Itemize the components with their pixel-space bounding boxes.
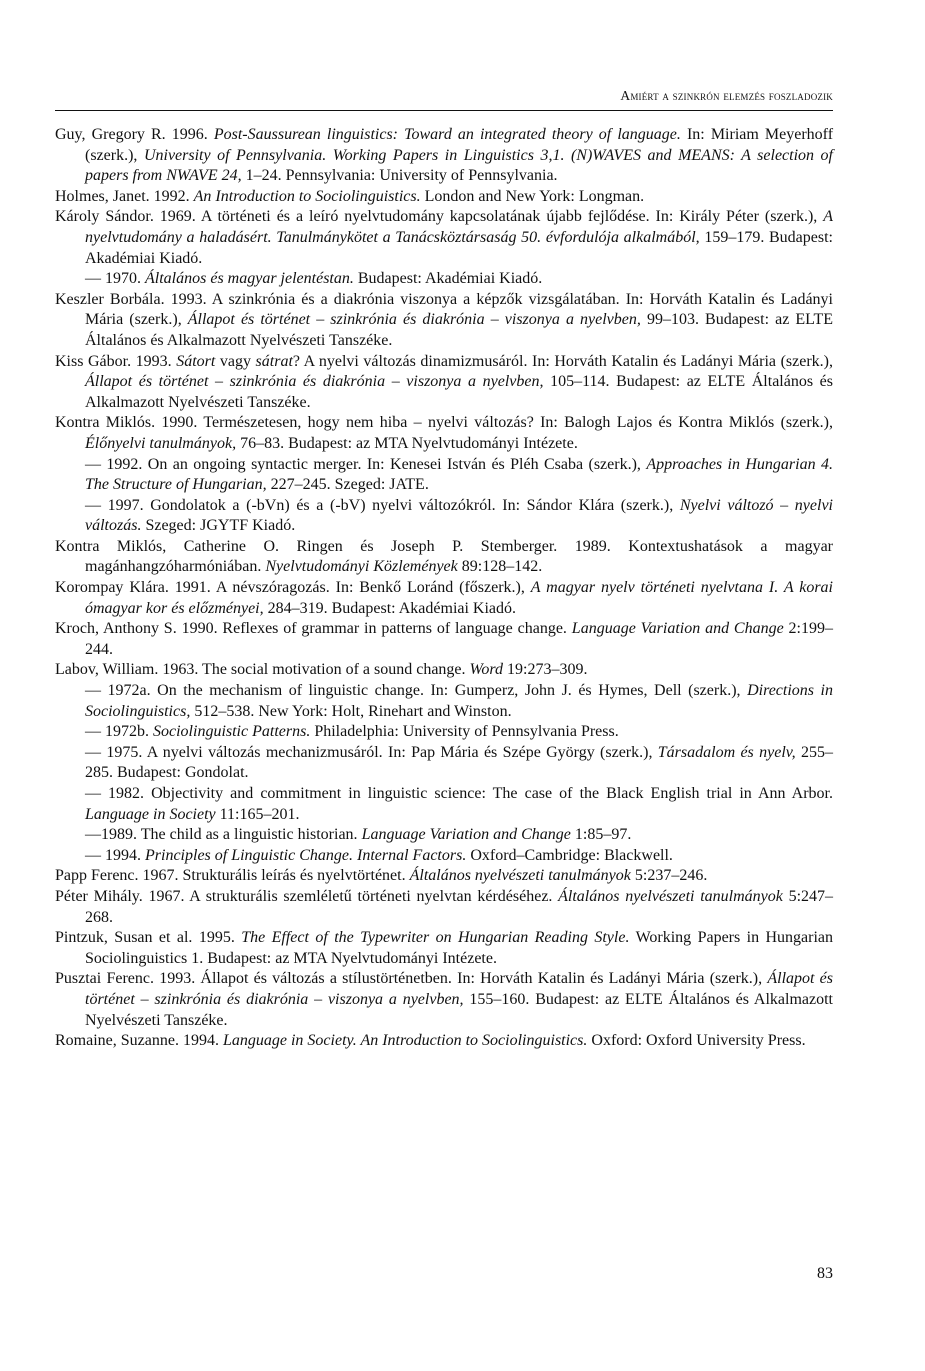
reference-list	[55, 125, 833, 1052]
reference-text: 512–538. New York: Holt, Rinehart and Winston.	[190, 702, 512, 720]
reference-text: — 1982. Objectivity and commitment in linguistic science: The case of the Black English trial in Ann Arbor.	[85, 785, 833, 802]
reference-text: 5:237–246.	[630, 867, 708, 885]
reference-entry	[55, 455, 833, 496]
reference-text: 2:199–244.	[85, 620, 834, 658]
reference-text: 19:273–309.	[503, 661, 588, 679]
reference-text: Holmes, Janet. 1992.	[55, 187, 194, 205]
reference-entry	[55, 619, 833, 660]
reference-italic-text: Sociolinguistic Patterns.	[153, 723, 311, 741]
reference-italic-text: Post-Saussurean linguistics: Toward an integrated theory of language.	[213, 126, 681, 143]
reference-text: Working Papers in Hungarian Sociolinguistics 1. Budapest: az MTA Nyelvtudományi Intézete.	[85, 929, 834, 967]
reference-italic-text: Általános és magyar jelentéstan.	[145, 270, 354, 288]
reference-text: — 1994.	[85, 846, 145, 864]
reference-text: In: Miriam Meyerhoff (szerk.),	[85, 126, 834, 164]
reference-italic-text: Language in Society	[85, 805, 216, 823]
reference-text: — 1970.	[85, 270, 145, 288]
reference-entry	[55, 928, 833, 969]
reference-italic-text: The Effect of the Typewriter on Hungarian Reading Style.	[241, 929, 630, 947]
reference-entry	[55, 722, 833, 743]
reference-text: vagy	[215, 352, 256, 370]
reference-entry	[55, 537, 833, 578]
reference-text: Philadelphia: University of Pennsylvania Press.	[310, 723, 619, 741]
reference-italic-text: Társadalom és nyelv,	[657, 743, 796, 761]
reference-entry	[55, 660, 833, 681]
reference-text: — 1975. A nyelvi változás mechanizmusáról. In: Pap Mária és Szépe György (szerk.),	[85, 743, 658, 761]
reference-entry	[55, 413, 833, 454]
reference-text: Péter Mihály. 1967. A strukturális szemléletű történeti nyelvtan kérdéséhez.	[55, 887, 559, 905]
header-rule	[55, 110, 833, 111]
reference-text: 255–285. Budapest: Gondolat.	[85, 743, 833, 782]
reference-text: Pintzuk, Susan et al. 1995.	[55, 929, 242, 947]
reference-text: 1:85–97.	[570, 826, 632, 844]
reference-entry	[55, 269, 833, 290]
reference-entry	[55, 496, 833, 537]
reference-text: Kontra Miklós. 1990. Természetesen, hogy nem hiba – nyelvi változás? In: Balogh Lajos és Kontra Miklós (szerk.),	[55, 414, 833, 432]
reference-italic-text: Általános nyelvészeti tanulmányok	[409, 867, 631, 885]
reference-text: 159–179. Budapest: Akadémiai Kiadó.	[85, 228, 834, 267]
reference-entry	[55, 1031, 833, 1052]
reference-text: Keszler Borbála. 1993. A szinkrónia és a diakrónia viszonya a képzők vizsgálatában. In: Horváth Katalin és Ladányi Mária (szerk.),	[55, 290, 833, 329]
reference-italic-text: An Introduction to Sociolinguistics.	[193, 187, 421, 205]
reference-text: 284–319. Budapest: Akadémiai Kiadó.	[263, 599, 517, 617]
reference-entry	[55, 125, 833, 187]
reference-text: — 1997. Gondolatok a (-bVn) és a (-bV) nyelvi változókról. In: Sándor Klára (szerk.),	[85, 496, 680, 514]
reference-entry	[55, 187, 833, 208]
reference-text: Papp Ferenc. 1967. Strukturális leírás és nyelvtörténet.	[55, 867, 410, 885]
reference-entry	[55, 969, 833, 1031]
reference-text: 5:247–268.	[85, 887, 834, 926]
reference-text: Oxford–Cambridge: Blackwell.	[466, 846, 673, 864]
reference-text: 227–245. Szeged: JATE.	[266, 476, 429, 494]
reference-entry	[55, 207, 833, 269]
reference-text: Szeged: JGYTF Kiadó.	[141, 517, 296, 535]
reference-italic-text: Állapot és történet – szinkrónia és diakrónia – viszonya a nyelvben,	[85, 373, 544, 391]
reference-entry	[55, 846, 833, 867]
reference-entry	[55, 681, 833, 722]
reference-text: —1989. The child as a linguistic historian.	[85, 826, 362, 844]
reference-italic-text: Language Variation and Change	[361, 826, 571, 844]
reference-text: 11:165–201.	[215, 805, 300, 823]
reference-entry	[55, 866, 833, 887]
reference-italic-text: Approaches in Hungarian 4. The Structure of Hungarian,	[85, 455, 834, 494]
reference-italic-text: Principles of Linguistic Change. Internal Factors.	[145, 846, 467, 864]
reference-text: Labov, William. 1963. The social motivation of a sound change.	[55, 661, 470, 679]
reference-italic-text: Állapot és történet – szinkrónia és diakrónia – viszonya a nyelvben,	[85, 970, 834, 1008]
reference-text: Pusztai Ferenc. 1993. Állapot és változás a stílustörténetben. In: Horváth Katalin és Ladányi Mária (szerk.),	[55, 970, 768, 988]
running-header: Amiért a szinkrón elemzés foszladozik	[620, 88, 833, 103]
reference-italic-text: Language in Society. An Introduction to Sociolinguistics.	[222, 1032, 588, 1050]
reference-text: ? A nyelvi változás dinamizmusáról. In: Horváth Katalin és Ladányi Mária (szerk.),	[292, 352, 833, 370]
reference-italic-text: Nyelvtudományi Közlemények	[265, 558, 458, 576]
reference-italic-text: Állapot és történet – szinkrónia és diakrónia – viszonya a nyelvben,	[187, 311, 641, 329]
reference-text: Kroch, Anthony S. 1990. Reflexes of grammar in patterns of language change.	[55, 620, 572, 638]
reference-italic-text: Sátort	[176, 352, 216, 370]
reference-entry	[55, 290, 833, 352]
reference-italic-text: Directions in Sociolinguistics,	[85, 682, 833, 720]
reference-text: — 1992. On an ongoing syntactic merger. In: Kenesei István és Pléh Csaba (szerk.),	[85, 455, 647, 473]
reference-text: — 1972a. On the mechanism of linguistic change. In: Gumperz, John J. és Hymes, Dell (szerk.),	[85, 682, 748, 700]
reference-entry	[55, 352, 833, 414]
reference-italic-text: A magyar nyelv történeti nyelvtana I. A korai ómagyar kor és előzményei,	[85, 579, 834, 617]
reference-entry	[55, 784, 833, 825]
reference-italic-text: sátrat	[255, 352, 293, 370]
reference-text: Oxford: Oxford University Press.	[587, 1032, 806, 1050]
reference-italic-text: Nyelvi változó – nyelvi változás.	[85, 496, 834, 535]
reference-text: Károly Sándor. 1969. A történeti és a leíró nyelvtudomány kapcsolatának újabb fejlődése. In: Király Péter (szerk.),	[55, 208, 824, 226]
reference-italic-text: A nyelvtudomány a haladásért. Tanulmánykötet a Tanácsköztársaság 50. évfordulója alkalmából,	[85, 208, 833, 246]
reference-text: 76–83. Budapest: az MTA Nyelvtudományi Intézete.	[236, 434, 578, 452]
page-number: 83	[817, 1265, 833, 1282]
reference-text: 89:128–142.	[457, 558, 543, 576]
reference-text: Kiss Gábor. 1993.	[55, 352, 177, 370]
reference-text: Guy, Gregory R. 1996.	[55, 126, 214, 143]
reference-italic-text: Word	[469, 661, 504, 679]
reference-italic-text: Language Variation and Change	[571, 620, 784, 638]
reference-entry	[55, 825, 833, 846]
reference-text: Korompay Klára. 1991. A névszóragozás. In: Benkő Loránd (főszerk.),	[55, 579, 531, 597]
reference-text: 155–160. Budapest: az ELTE Általános és Alkalmazott Nyelvészeti Tanszéke.	[85, 990, 834, 1029]
reference-text: 99–103. Budapest: az ELTE Általános és Alkalmazott Nyelvészeti Tanszéke.	[85, 311, 833, 349]
reference-text: — 1972b.	[85, 723, 153, 741]
reference-entry	[55, 743, 833, 784]
reference-text: London and New York: Longman.	[420, 187, 645, 205]
reference-text: Kontra Miklós, Catherine O. Ringen és Joseph P. Stemberger. 1989. Kontextushatások a magyar magánhangzóharmóniában.	[55, 537, 833, 576]
reference-entry	[55, 578, 833, 619]
reference-text: 105–114. Budapest: az ELTE Általános és Alkalmazott Nyelvészeti Tanszéke.	[85, 373, 833, 411]
reference-italic-text: University of Pennsylvania. Working Papers in Linguistics 3,1. (N)WAVES and MEANS: A selection of papers from NWAVE 24,	[85, 146, 834, 185]
reference-italic-text: Általános nyelvészeti tanulmányok	[558, 887, 783, 905]
reference-text: Romaine, Suzanne. 1994.	[55, 1032, 223, 1050]
reference-text: 1–24. Pennsylvania: University of Pennsylvania.	[241, 167, 558, 185]
reference-entry	[55, 887, 833, 928]
reference-text: Budapest: Akadémiai Kiadó.	[353, 270, 543, 288]
reference-italic-text: Élőnyelvi tanulmányok,	[85, 434, 237, 452]
